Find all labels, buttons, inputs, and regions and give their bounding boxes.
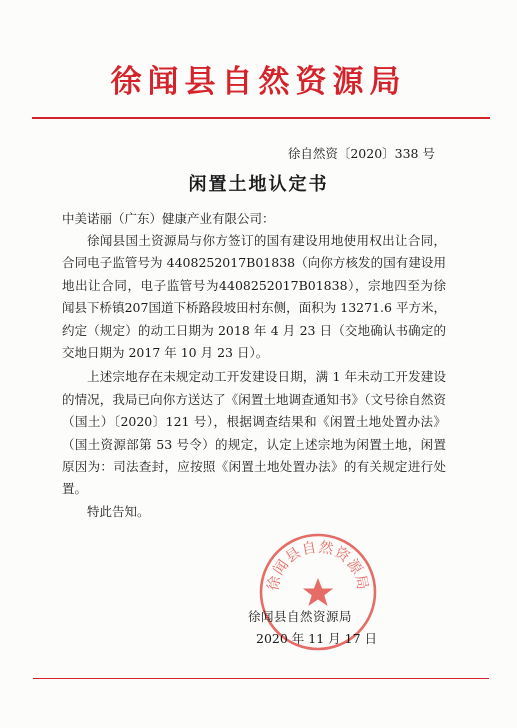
body-paragraph-contract: 徐闻县国土资源局与你方签订的国有建设用地使用权出让合同，合同电子监管号为 4408252017B01838（向你方核发的国有建设用地出让合同，电子监管号为4408252017B01838），宗地四至为徐闻县下桥镇207国道下桥路段坡田村东侧，面积为 13271.6 平方米，约定（规定）的动工日期为 2018 年 4 月 23 日（交地确认书确定的交地日期为 2017 年 10 月 23 日）。	[62, 233, 446, 361]
addressee: 中美诺丽（广东）健康产业有限公司：	[62, 211, 275, 226]
signature-date: 2020 年 11 月 17 日	[256, 631, 377, 646]
body-paragraph-determination: 上述宗地存在未规定动工开发建设日期，满 1 年未动工开发建设的情况，我局已向你方送达了《闲置土地调查通知书》（文号徐自然资（国土）〔2020〕121 号），根据调查结果和《闲置土地处置办法》（国土资源部第 53 号令）的规定，认定上述宗地为闲置土地，闲置原因为：司法查封，应按照《闲置土地处置办法》的有关规定进行处置。	[62, 369, 446, 497]
footer-red-rule	[33, 678, 489, 679]
signature-organization: 徐闻县自然资源局	[248, 609, 353, 624]
body-paragraph-closing: 特此告知。	[87, 503, 150, 519]
seal-text: 徐闻县自然资源局	[265, 539, 371, 593]
seal-star-icon	[303, 578, 333, 606]
document-body	[62, 230, 446, 523]
document-title: 闲置土地认定书	[188, 174, 329, 195]
document-number: 徐自然资〔2020〕338 号	[287, 146, 435, 161]
header-red-rule	[32, 117, 490, 119]
issuing-authority-title: 徐闻县自然资源局	[110, 64, 407, 100]
